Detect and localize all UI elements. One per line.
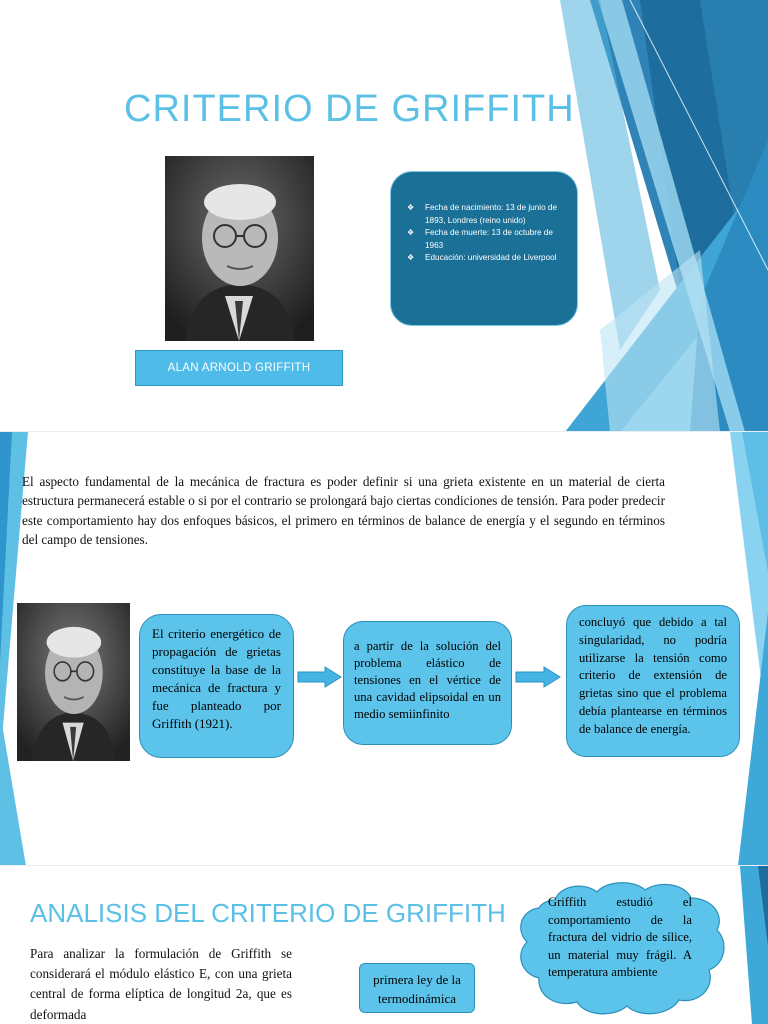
info-item-death: ❖ Fecha de muerte: 13 de octubre de 1963 (407, 228, 553, 250)
diamond-bullet-icon: ❖ (407, 228, 415, 238)
slide-title: CRITERIO DE GRIFFITH (124, 88, 575, 130)
portrait-photo (165, 156, 314, 341)
section-title: ANALISIS DEL CRITERIO DE GRIFFITH (30, 898, 506, 928)
slide-2 (0, 432, 768, 866)
name-label-box: ALAN ARNOLD GRIFFITH (135, 350, 343, 386)
energy-criterion-box: El criterio energético de propagación de grietas constituye la base de la mecánica de fractura y fue planteado por Griffith (1921). (139, 614, 294, 758)
decorative-background-shapes (0, 0, 768, 432)
conclusion-box: concluyó que debido a tal singularidad, no podría utilizarse la tensión como criterio de extensión de grietas sino que el problema debía plantearse en términos de balance de energía. (566, 605, 740, 757)
slide-3 (0, 866, 768, 1024)
thermodynamics-law-box: primera ley de la termodinámica (359, 963, 475, 1013)
analysis-paragraph: Para analizar la formulación de Griffith se considerará el módulo elástico E, con una grieta central de forma elíptica de longitud 2a, que es deformada (30, 946, 292, 1022)
elastic-problem-box: a partir de la solución del problema elástico de tensiones en el vértice de una cavidad elipsoidal en un medio semiinfinito (343, 621, 512, 745)
intro-paragraph: El aspecto fundamental de la mecánica de fractura es poder definir si una grieta existente en un material de cierta estructura permanecerá estable o si por el contrario se prolongará bajo ciertas condiciones de tensión. Para poder predecir este comportamiento hay dos enfoques básicos, el primero en términos de balance de energía y el segundo en términos del campo de tensiones. (22, 474, 665, 547)
diamond-bullet-icon: ❖ (407, 203, 415, 212)
diamond-bullet-icon: ❖ (407, 253, 415, 263)
portrait-photo-small (17, 603, 130, 761)
right-arrow-icon (297, 666, 342, 688)
slide-1 (0, 0, 768, 432)
info-item-education: ❖ Educación: universidad de Liverpool (401, 252, 567, 265)
info-item-birth: ❖ Fecha de nacimiento: 13 de junio de 1893, Londres (reino unido) (407, 203, 557, 225)
right-arrow-icon (515, 666, 561, 688)
cloud-text: Griffith estudió el comportamiento de la fractura del vidrio de sílice, un material muy frágil. A temperatura ambiente (548, 895, 692, 980)
biography-info-box (390, 171, 578, 326)
